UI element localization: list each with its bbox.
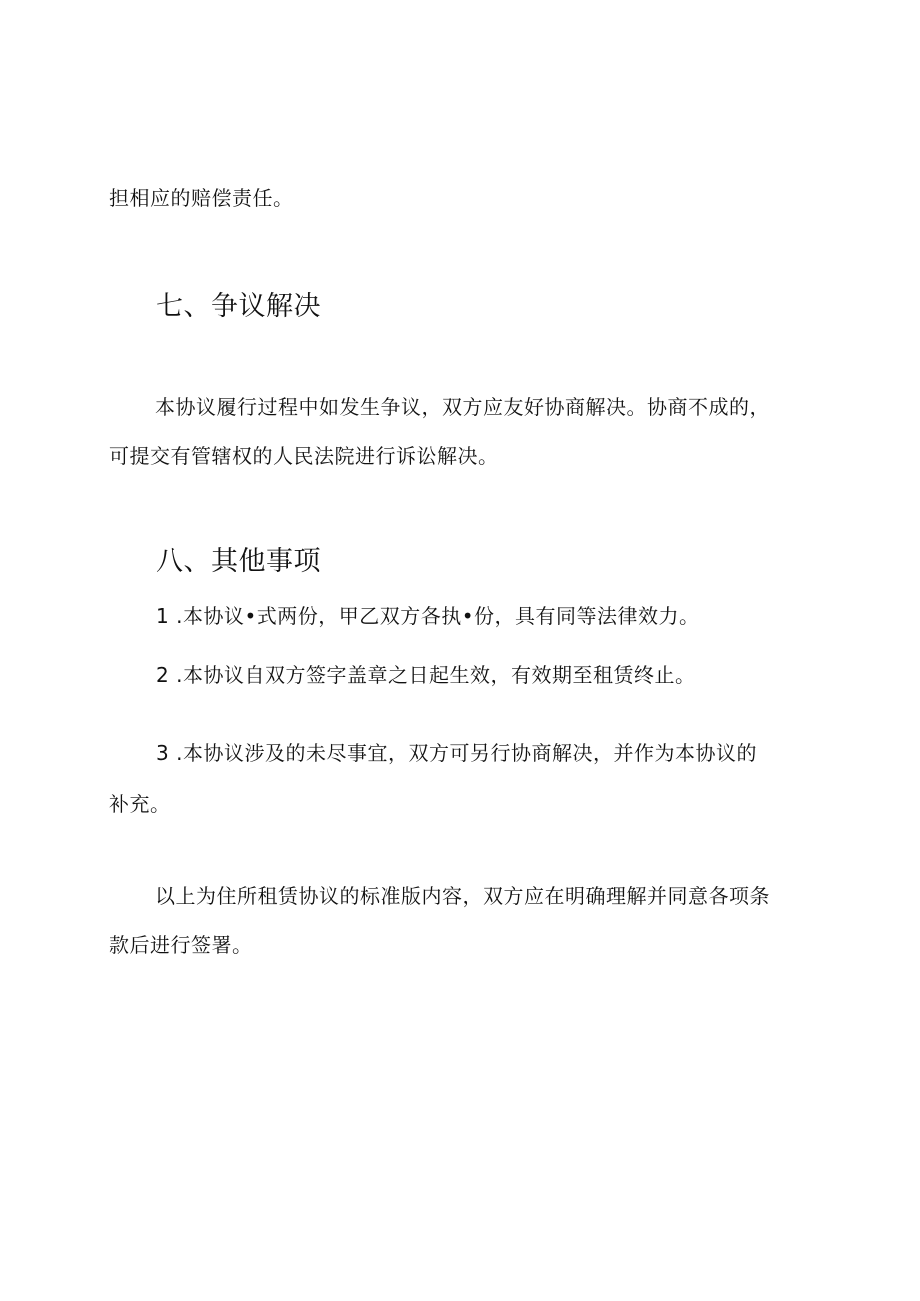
section-8-item-2: 2 .本协议自双方签字盖章之日起生效，有效期至租赁终止。 xyxy=(156,663,696,687)
section-8-item-3-line-1: 3 .本协议涉及的未尽事宜，双方可另行协商解决，并作为本协议的 xyxy=(156,741,757,765)
closing-line-1: 以上为住所租赁协议的标准版内容，双方应在明确理解并同意各项条 xyxy=(155,884,770,908)
section-8-item-1: 1 .本协议•式两份，甲乙双方各执•份，具有同等法律效力。 xyxy=(156,604,700,628)
closing-line-2: 款后进行签署。 xyxy=(109,933,253,957)
section-7-heading: 七、争议解决 xyxy=(156,291,321,322)
section-7-paragraph-line-1: 本协议履行过程中如发生争议，双方应友好协商解决。协商不成的， xyxy=(155,395,770,419)
section-7-paragraph-line-2: 可提交有管辖权的人民法院进行诉讼解决。 xyxy=(109,444,499,468)
continuation-text: 担相应的赔偿责任。 xyxy=(109,186,294,210)
section-8-item-3-line-2: 补充。 xyxy=(109,792,171,816)
section-8-heading: 八、其他事项 xyxy=(156,546,321,577)
